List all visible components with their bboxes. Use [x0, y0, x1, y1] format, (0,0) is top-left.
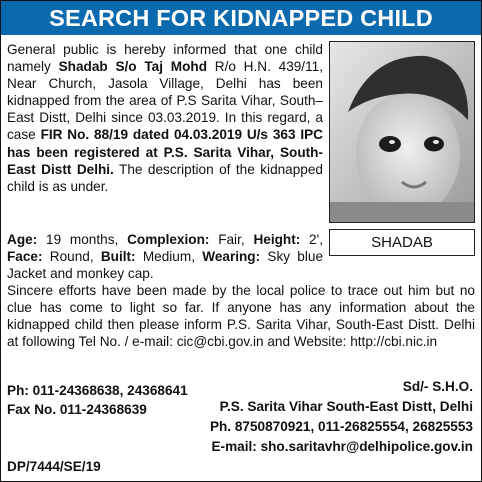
notice-title: SEARCH FOR KIDNAPPED CHILD	[1, 1, 481, 35]
fir-details: FIR No. 88/19 dated 04.03.2019 U/s 363 IPC has been registered at P.S. Sarita Vihar, South- East Distt Delhi.	[7, 127, 323, 177]
station-email: E-mail: sho.saritavhr@delhipolice.gov.in	[211, 439, 473, 454]
intro-paragraph: General public is hereby informed that one child namely Shadab S/o Taj Mohd R/o H.N. 439/11, Near Church, Jasola Village, Delhi has been kidnapped from the area of P.S Sarita Vihar, South–East Distt, Delhi since 03.03.2019. In this regard, a case FIR No. 88/19 dated 04.03.2019 U/s 363 IPC has been registered at P.S. Sarita Vihar, South- East Distt Delhi. The description of the kidnapped child is as under.	[7, 42, 323, 194]
child-photo-image	[330, 42, 474, 222]
contact-info	[7, 381, 188, 419]
fax-number: Fax No. 011-24368639	[7, 402, 147, 417]
signatory: Sd/- S.H.O.	[402, 379, 473, 394]
child-name: Shadab S/o Taj Mohd	[58, 59, 207, 75]
reference-number: DP/7444/SE/19	[7, 459, 101, 474]
phone-numbers: Ph: 011-24368638, 24368641	[7, 383, 188, 398]
appeal-text: Sincere efforts have been made by the local police to trace out him but no clue has come to light so far. If anyone has any information about the kidnapped child then please inform P.S. Sarita Vihar, South-East Distt. Delhi at following Tel No. / e-mail: cic@cbi.gov.in and Website: http://cbi.nic.in	[7, 283, 475, 350]
photo-caption: SHADAB	[329, 229, 475, 256]
child-photo	[329, 41, 475, 223]
station-name: P.S. Sarita Vihar South-East Distt, Delhi	[219, 399, 473, 414]
station-phones: Ph. 8750870921, 011-26825554, 26825553	[209, 419, 473, 434]
child-description: Age: 19 months, Complexion: Fair, Height: 2', Face: Round, Built: Medium, Wearing: Sky blue Jacket and monkey cap.	[7, 232, 324, 282]
signature-block	[210, 377, 473, 457]
